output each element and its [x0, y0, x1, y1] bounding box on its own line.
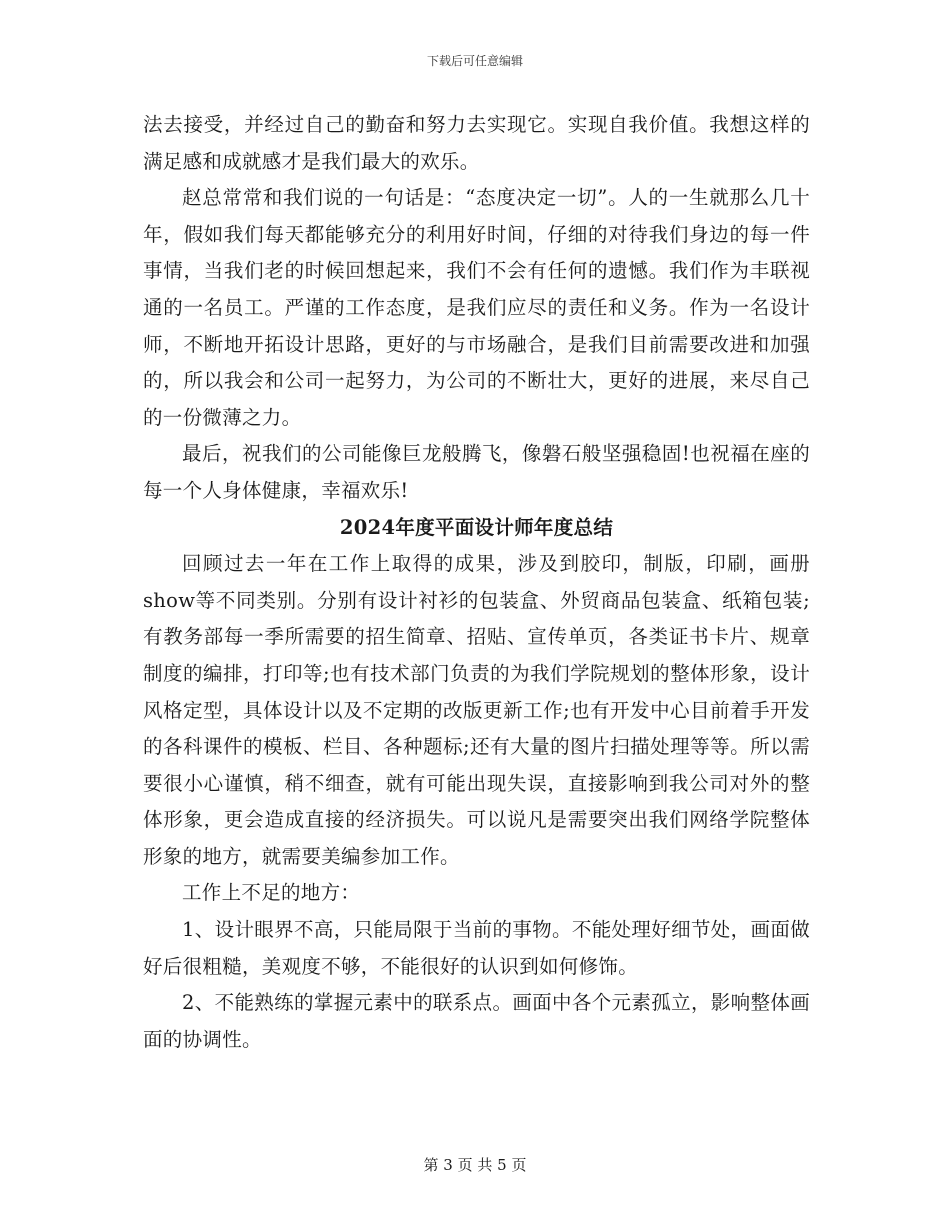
paragraph-review: 回顾过去一年在工作上取得的成果，涉及到胶印，制版，印刷，画册show等不同类别。分别有设计衬衫的包装盒、外贸商品包装盒、纸箱包装;有教务部每一季所需要的招生简章、招贴、宣传单页，各类证书卡片、规章制度的编排，打印等;也有技术部门负责的为我们学院规划的整体形象，设计风格定型，具体设计以及不定期的改版更新工作;也有开发中心目前着手开发的各科课件的模板、栏目、各种题标;还有大量的图片扫描处理等等。所以需要很小心谨慎，稍不细查，就有可能出现失误，直接影响到我公司对外的整体形象，更会造成直接的经济损失。可以说凡是需要突出我们网络学院整体形象的地方，就需要美编参加工作。	[143, 552, 810, 868]
document-body	[143, 107, 810, 1058]
paragraph-attitude: 赵总常常和我们说的一句话是：“态度决定一切”。人的一生就那么几十年，假如我们每天都能够充分的利用好时间，仔细的对待我们身边的每一件事情，当我们老的时候回想起来，我们不会有任何的遗憾。我们作为丰联视通的一名员工。严谨的工作态度，是我们应尽的责任和义务。作为一名设计师，不断地开拓设计思路，更好的与市场融合，是我们目前需要改进和加强的，所以我会和公司一起努力，为公司的不断壮大，更好的进展，来尽自己的一份微薄之力。	[143, 186, 810, 429]
page-number: 第 3 页 共 5 页	[423, 1156, 527, 1174]
paragraph-shortcoming-2: 2、不能熟练的掌握元素中的联系点。画面中各个元素孤立，影响整体画面的协调性。	[143, 991, 810, 1051]
paragraph-shortcoming-1: 1、设计眼界不高，只能局限于当前的事物。不能处理好细节处，画面做好后很粗糙，美观度不够，不能很好的认识到如何修饰。	[143, 918, 810, 978]
section-heading: 2024年度平面设计师年度总结	[339, 515, 614, 539]
paragraph-blessing: 最后，祝我们的公司能像巨龙般腾飞，像磐石般坚强稳固!也祝福在座的每一个人身体健康，幸福欢乐!	[143, 442, 810, 502]
paragraph-shortcomings-title: 工作上不足的地方：	[182, 881, 361, 905]
page-header: 下载后可任意编辑	[426, 54, 523, 68]
paragraph-continued: 法去接受，并经过自己的勤奋和努力去实现它。实现自我价值。我想这样的满足感和成就感才是我们最大的欢乐。	[143, 113, 810, 173]
